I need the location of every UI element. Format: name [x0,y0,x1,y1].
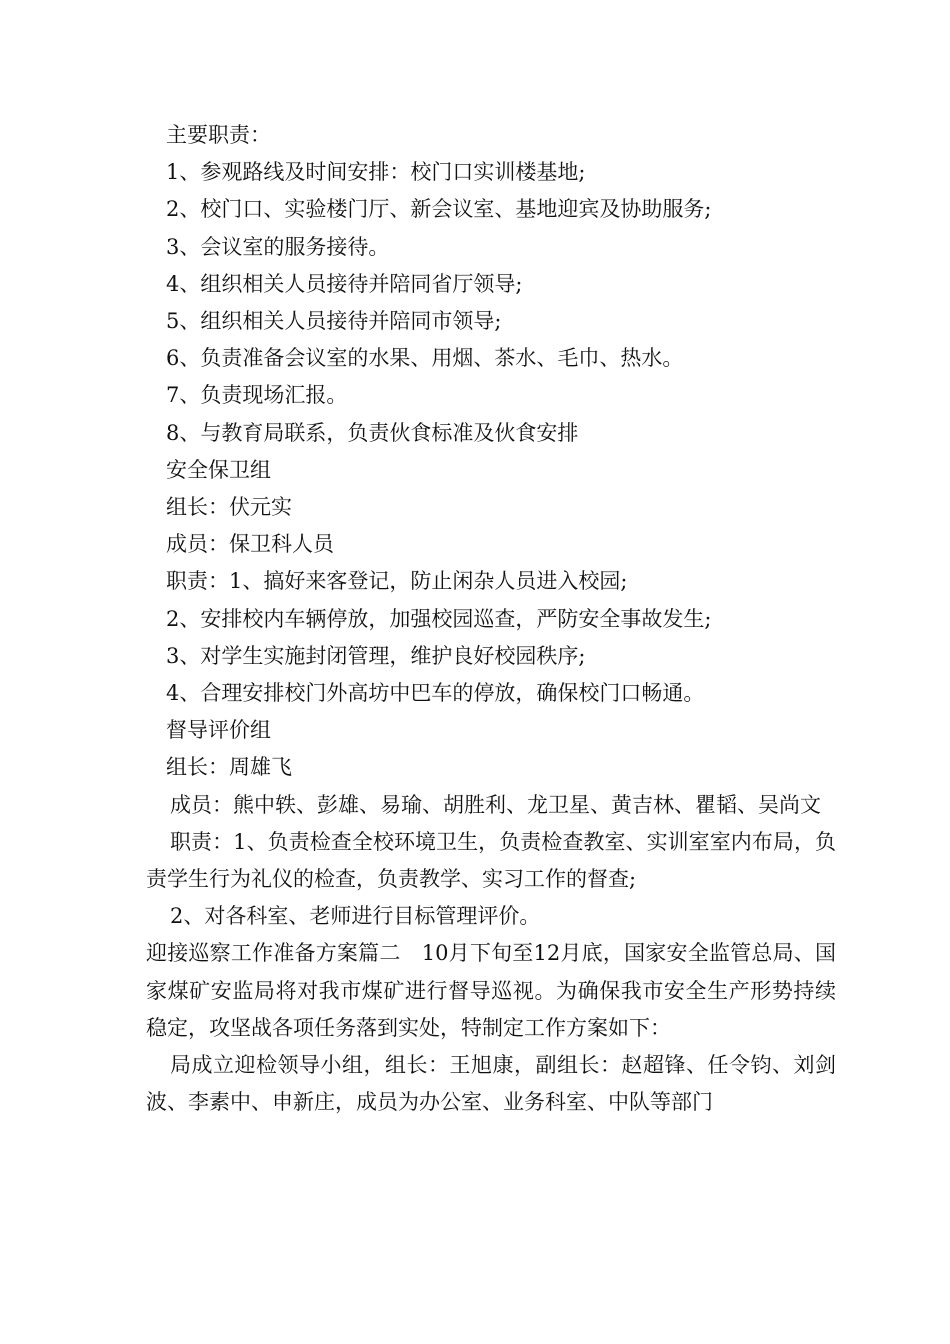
text-line: 2、校门口、实验楼门厅、新会议室、基地迎宾及协助服务; [166,197,712,222]
text-line: 4、组织相关人员接待并陪同省厅领导; [166,271,523,296]
text-line: 2、安排校内车辆停放，加强校园巡查，严防安全事故发生; [166,606,712,631]
text-line: 组长：周雄飞 [166,755,292,780]
document-body [146,117,836,1121]
section-heading: 安全保卫组 [166,457,271,482]
plan-paragraph: 迎接巡察工作准备方案篇二 10月下旬至12月底，国家安全监管总局、国家煤矿安监局将对我市煤矿进行督导巡视。为确保我市安全生产形势持续稳定，攻坚战各项任务落到实处，特制定工作方案如下： [146,941,836,1040]
text-line: 组长：伏元实 [166,495,292,520]
text-line: 4、合理安排校门外高坊中巴车的停放，确保校门口畅通。 [166,681,705,706]
text-line: 8、与教育局联系，负责伙食标准及伙食安排 [166,420,579,445]
text-line: 6、负责准备会议室的水果、用烟、茶水、毛巾、热水。 [166,346,684,371]
text-line: 1、参观路线及时间安排：校门口实训楼基地; [166,160,586,185]
text-line: 职责：1、搞好来客登记，防止闲杂人员进入校园; [166,569,628,594]
duties-paragraph: 职责：1、负责检查全校环境卫生，负责检查教室、实训室室内布局，负责学生行为礼仪的检查，负责教学、实习工作的督查; [146,829,836,892]
text-line: 5、组织相关人员接待并陪同市领导; [166,309,502,334]
text-line: 3、会议室的服务接待。 [166,234,390,259]
text-line: 3、对学生实施封闭管理，维护良好校园秩序; [166,643,586,668]
text-line: 成员：保卫科人员 [166,532,334,557]
text-line: 主要职责： [166,123,271,147]
text-line: 7、负责现场汇报。 [166,383,348,408]
team-paragraph: 局成立迎检领导小组，组长：王旭康，副组长：赵超锋、任令钧、刘剑波、李素中、申新庄，成员为办公室、业务科室、中队等部门 [146,1053,836,1115]
text-line: 2、对各科室、老师进行目标管理评价。 [170,904,541,929]
members-paragraph: 成员：熊中轶、彭雄、易瑜、胡胜利、龙卫星、黄吉林、瞿韬、吴尚文 [170,792,821,817]
section-heading: 督导评价组 [166,718,271,743]
